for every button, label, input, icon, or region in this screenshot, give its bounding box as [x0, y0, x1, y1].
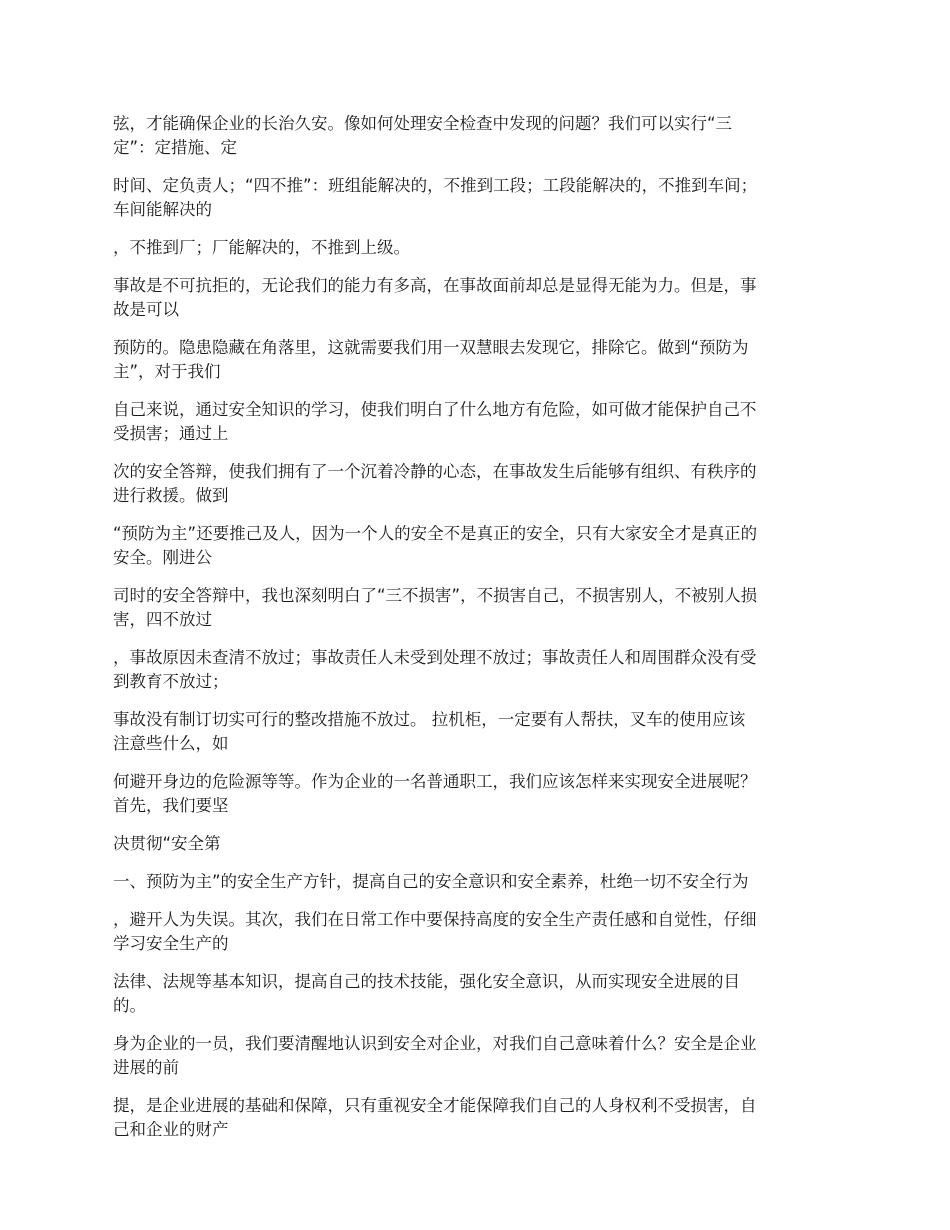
paragraph: 时间、定负责人；“四不推”：班组能解决的，不推到工段；工段能解决的，不推到车间； 车间能解决的: [113, 176, 758, 219]
paragraph: ，不推到厂；厂能解决的，不推到上级。: [113, 238, 410, 257]
paragraph: 自己来说，通过安全知识的学习，使我们明白了什么地方有危险，如可做才能保护自己不 受损害；通过上: [113, 400, 757, 443]
paragraph: 身为企业的一员，我们要清醒地认识到安全对企业，对我们自己意味着什么？安全是企业 进展的前: [113, 1034, 757, 1077]
paragraph: ，避开人为失误。其次，我们在日常工作中要保持高度的安全生产责任感和自觉性，仔细 学习安全生产的: [113, 910, 757, 953]
paragraph: 事故没有制订切实可行的整改措施不放过。 拉机柜，一定要有人帮扶，叉车的使用应该 注意些什么，如: [113, 710, 746, 753]
paragraph: 法律、法规等基本知识，提高自己的技术技能，强化安全意识，从而实现安全进展的目 的。: [113, 972, 740, 1015]
paragraph: 次的安全答辩，使我们拥有了一个沉着冷静的心态，在事故发生后能够有组织、有秩序的 进行救援。做到: [113, 462, 757, 505]
paragraph: “预防为主”还要推己及人，因为一个人的安全不是真正的安全，只有大家安全才是真正的 安全。刚进公: [113, 524, 758, 567]
paragraph: 提，是企业进展的基础和保障，只有重视安全才能保障我们自己的人身权利不受损害，自 己和企业的财产: [113, 1096, 757, 1139]
paragraph: 何避开身边的危险源等等。作为企业的一名普通职工，我们应该怎样来实现安全进展呢？ 首先，我们要坚: [113, 772, 757, 815]
document-body: [113, 112, 843, 1156]
paragraph: 预防的。隐患隐藏在角落里，这就需要我们用一双慧眼去发现它，排除它。做到“预防为 主”，对于我们: [113, 338, 749, 381]
paragraph: 弦，才能确保企业的长治久安。像如何处理安全检查中发现的问题？我们可以实行“三 定”：定措施、定: [113, 114, 733, 157]
paragraph: ，事故原因未查清不放过；事故责任人未受到处理不放过；事故责任人和周围群众没有受 到教育不放过；: [113, 648, 757, 691]
paragraph: 一、预防为主”的安全生产方针，提高自己的安全意识和安全素养，杜绝一切不安全行为: [113, 872, 749, 891]
paragraph: 司时的安全答辩中，我也深刻明白了“三不损害”，不损害自己，不损害别人，不被别人损 害，四不放过: [113, 586, 758, 629]
paragraph: 决贯彻“安全第: [113, 834, 221, 853]
paragraph: 事故是不可抗拒的，无论我们的能力有多高，在事故面前却总是显得无能为力。但是，事 故是可以: [113, 276, 757, 319]
